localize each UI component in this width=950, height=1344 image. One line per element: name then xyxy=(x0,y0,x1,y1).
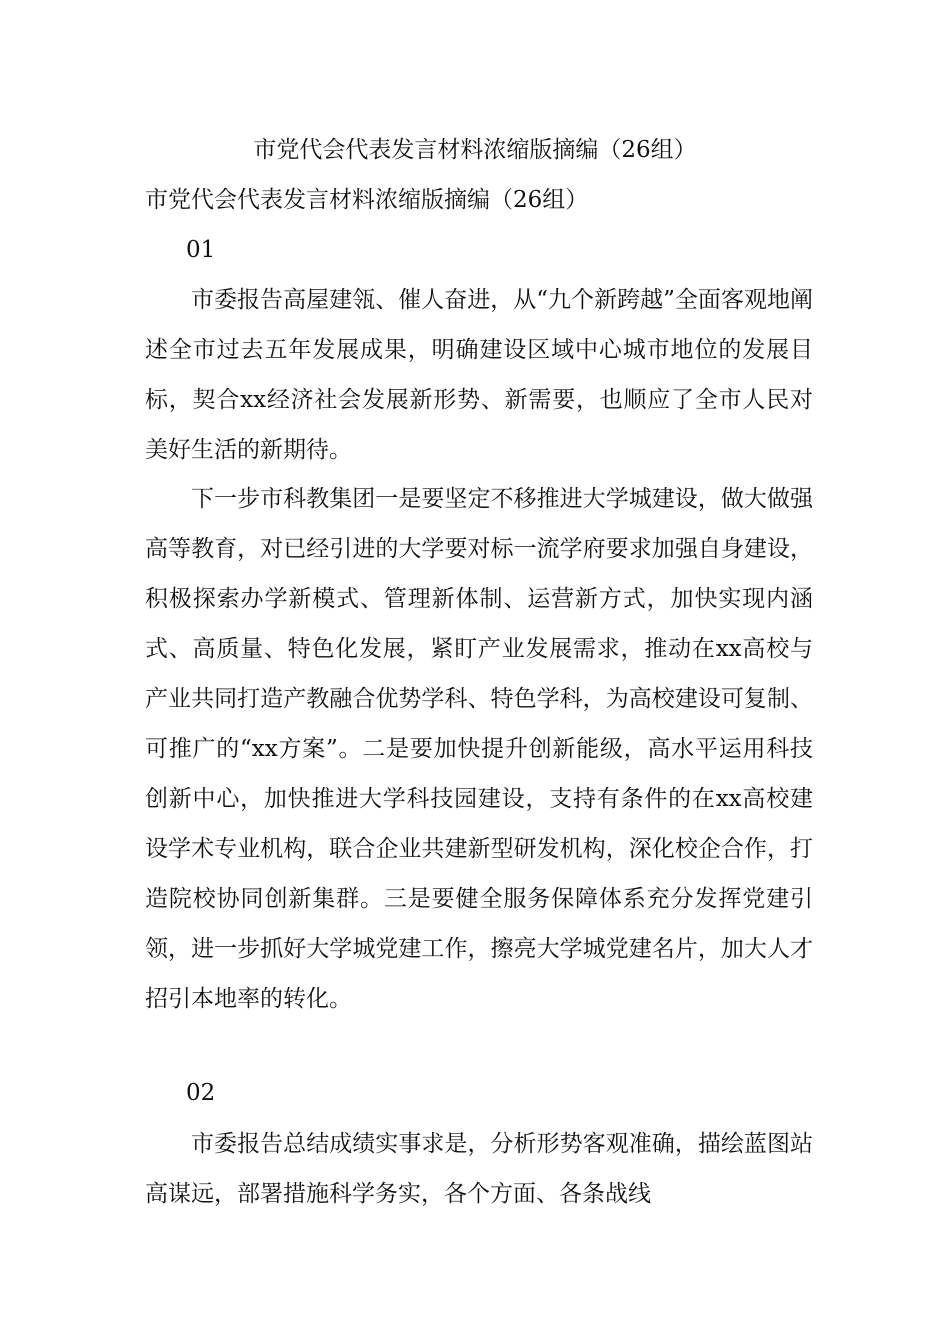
document-subtitle: 市党代会代表发言材料浓缩版摘编（26组） xyxy=(145,187,589,213)
section-number-02: 02 xyxy=(186,1080,216,1106)
section-number-01: 01 xyxy=(186,237,216,263)
section-01-paragraph-2: 下一步市科教集团一是要坚定不移推进大学城建设，做大做强高等教育，对已经引进的大学要对标一流学府要求加强自身建设，积极探索办学新模式、管理新体制、运营新方式，加快实现内涵式、高质量、特色化发展，紧盯产业发展需求，推动在xx高校与产业共同打造产教融合优势学科、特色学科，为高校建设可复制、可推广的“xx方案”。二是要加快提升创新能级，高水平运用科技创新中心，加快推进大学科技园建设，支持有条件的在xx高校建设学术专业机构，联合企业共建新型研发机构，深化校企合作，打造院校协同创新集群。三是要健全服务保障体系充分发挥党建引领，进一步抓好大学城党建工作，擦亮大学城党建名片，加大人才招引本地率的转化。 xyxy=(145,486,813,1012)
section-02-paragraph-1: 市委报告总结成绩实事求是，分析形势客观准确，描绘蓝图站高谋远，部署措施科学务实，各个方面、各条战线 xyxy=(145,1131,813,1207)
section-01-paragraph-1: 市委报告高屋建瓴、催人奋进，从“九个新跨越”全面客观地阐述全市过去五年发展成果，明确建设区域中心城市地位的发展目标，契合xx经济社会发展新形势、新需要，也顺应了全市人民对美好生活的新期待。 xyxy=(145,287,813,463)
document-title: 市党代会代表发言材料浓缩版摘编（26组） xyxy=(253,137,697,163)
